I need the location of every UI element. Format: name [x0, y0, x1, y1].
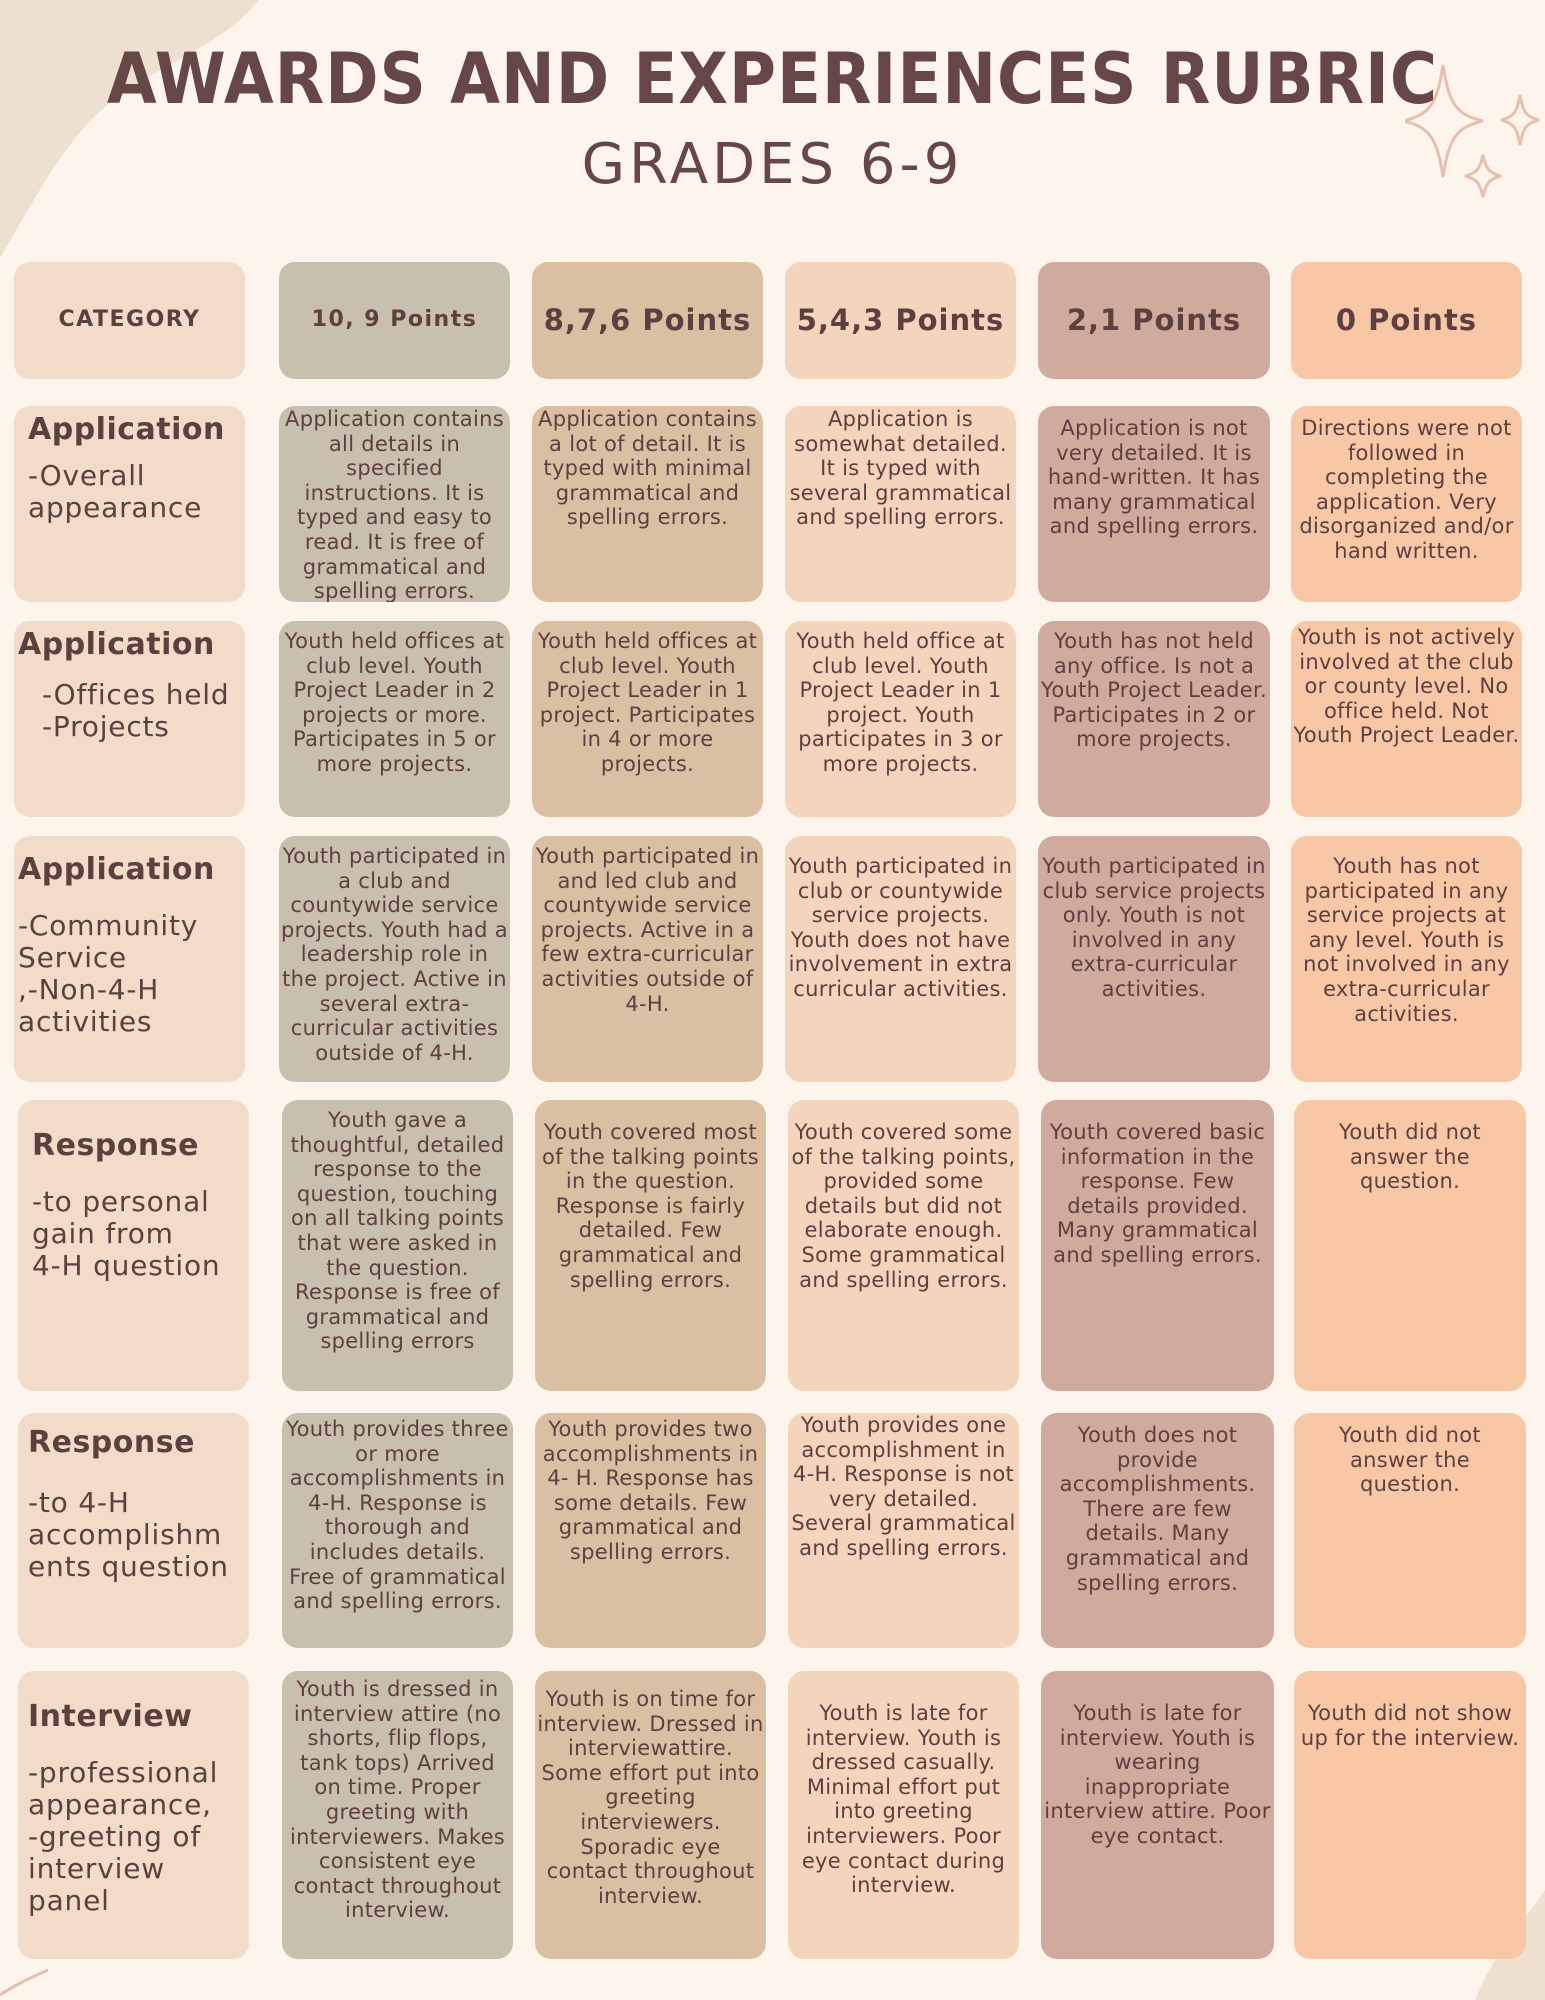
- rubric-cell: Youth held office at club level. Youth Project Leader in 1 project. Youth participates in 3 or more projects.: [785, 621, 1016, 817]
- rubric-cell: Youth is late for interview. Youth is dressed casually. Minimal effort put into greeting interviewers. Poor eye contact during interview.: [788, 1671, 1019, 1959]
- category-subtitle: -Overall appearance: [28, 459, 203, 524]
- row-category: [18, 1671, 249, 1959]
- category-title: Application: [18, 627, 215, 662]
- rubric-cell: Youth held offices at club level. Youth Project Leader in 1 project. Participates in 4 or more projects.: [532, 621, 763, 817]
- category-title: Application: [28, 412, 225, 447]
- row-category: [14, 836, 245, 1082]
- rubric-cell: Youth provides three or more accomplishments in 4-H. Response is thorough and includes details. Free of grammatical and spelling errors.: [282, 1413, 513, 1648]
- rubric-cell: Youth did not answer the question.: [1294, 1100, 1526, 1391]
- rubric-cell: Youth covered some of the talking points, provided some details but did not elaborate enough. Some grammatical and spelling errors.: [788, 1100, 1019, 1391]
- rubric-cell: Youth is late for interview. Youth is wearing inappropriate interview attire. Poor eye contact.: [1041, 1671, 1274, 1959]
- page-title: AWARDS AND EXPERIENCES RUBRIC: [106, 38, 1439, 120]
- category-subtitle: -professional appearance, -greeting of interview panel: [28, 1756, 219, 1917]
- category-title: Response: [28, 1425, 195, 1460]
- header-5-4-3-points: 5,4,3 Points: [785, 262, 1016, 379]
- row-category: [14, 621, 245, 817]
- rubric-cell: Youth participated in and led club and countywide service projects. Active in a few extra-curricular activities outside of 4-H.: [532, 836, 763, 1082]
- rubric-cell: Youth did not show up for the interview.: [1294, 1671, 1526, 1959]
- rubric-cell: Application is somewhat detailed. It is typed with several grammatical and spelling errors.: [785, 406, 1016, 602]
- rubric-cell: Youth covered basic information in the response. Few details provided. Many grammatical and spelling errors.: [1041, 1100, 1274, 1391]
- rubric-cell: Youth has not participated in any service projects at any level. Youth is not involved in any extra-curricular activities.: [1291, 836, 1522, 1082]
- header-0-points: 0 Points: [1291, 262, 1522, 379]
- rubric-cell: Application contains a lot of detail. It is typed with minimal grammatical and spelling errors.: [532, 406, 763, 602]
- rubric-cell: Youth provides one accomplishment in 4-H. Response is not very detailed. Several grammatical and spelling errors.: [788, 1413, 1019, 1648]
- rubric-cell: Youth is on time for interview. Dressed in interviewattire. Some effort put into greeting interviewers. Sporadic eye contact throughout interview.: [535, 1671, 766, 1959]
- header-8-7-6-points: 8,7,6 Points: [532, 262, 763, 379]
- category-title: Interview: [28, 1699, 193, 1734]
- rubric-cell: Youth has not held any office. Is not a Youth Project Leader. Participates in 2 or more projects.: [1038, 621, 1270, 817]
- rubric-cell: Application is not very detailed. It is hand-written. It has many grammatical and spelling errors.: [1038, 406, 1270, 602]
- rubric-cell: Youth is not actively involved at the club or county level. No office held. Not Youth Project Leader.: [1291, 621, 1522, 817]
- row-category: [18, 1413, 249, 1648]
- page-subtitle: GRADES 6-9: [581, 132, 964, 197]
- rubric-cell: Youth participated in club or countywide service projects. Youth does not have involvement in extra curricular activities.: [785, 836, 1016, 1082]
- rubric-cell: Youth participated in a club and countywide service projects. Youth had a leadership role in the project. Active in several extra-curricular activities outside of 4-H.: [279, 836, 510, 1082]
- category-title: Application: [18, 852, 215, 887]
- rubric-cell: Youth provides two accomplishments in 4- H. Response has some details. Few grammatical and spelling errors.: [535, 1413, 766, 1648]
- rubric-cell: Youth held offices at club level. Youth Project Leader in 2 projects or more. Participates in 5 or more projects.: [279, 621, 510, 817]
- category-subtitle: -to 4-H accomplishm ents question: [28, 1486, 229, 1583]
- rubric-cell: Youth did not answer the question.: [1294, 1413, 1526, 1648]
- rubric-cell: Youth participated in club service projects only. Youth is not involved in any extra-curricular activities.: [1038, 836, 1270, 1082]
- header-10-9-points: 10, 9 Points: [279, 262, 510, 379]
- row-category: [18, 1100, 249, 1391]
- header-2-1-points: 2,1 Points: [1038, 262, 1270, 379]
- category-subtitle: -Community Service ,-Non-4-H activities: [18, 909, 199, 1038]
- rubric-cell: Application contains all details in specified instructions. It is typed and easy to read. It is free of grammatical and spelling errors.: [279, 406, 510, 602]
- rubric-cell: Directions were not followed in completing the application. Very disorganized and/or hand written.: [1291, 406, 1522, 602]
- header-category: CATEGORY: [14, 262, 245, 379]
- category-subtitle: -to personal gain from 4-H question: [32, 1185, 221, 1282]
- rubric-cell: Youth gave a thoughtful, detailed response to the question, touching on all talking points that were asked in the question. Response is free of grammatical and spelling errors: [282, 1100, 513, 1391]
- category-subtitle: -Offices held -Projects: [42, 678, 230, 743]
- rubric-cell: Youth is dressed in interview attire (no shorts, flip flops, tank tops) Arrived on time. Proper greeting with interviewers. Makes consistent eye contact throughout interview.: [282, 1671, 513, 1959]
- rubric-cell: Youth does not provide accomplishments. There are few details. Many grammatical and spelling errors.: [1041, 1413, 1274, 1648]
- category-title: Response: [32, 1128, 199, 1163]
- row-category: [14, 406, 245, 602]
- rubric-cell: Youth covered most of the talking points in the question. Response is fairly detailed. Few grammatical and spelling errors.: [535, 1100, 766, 1391]
